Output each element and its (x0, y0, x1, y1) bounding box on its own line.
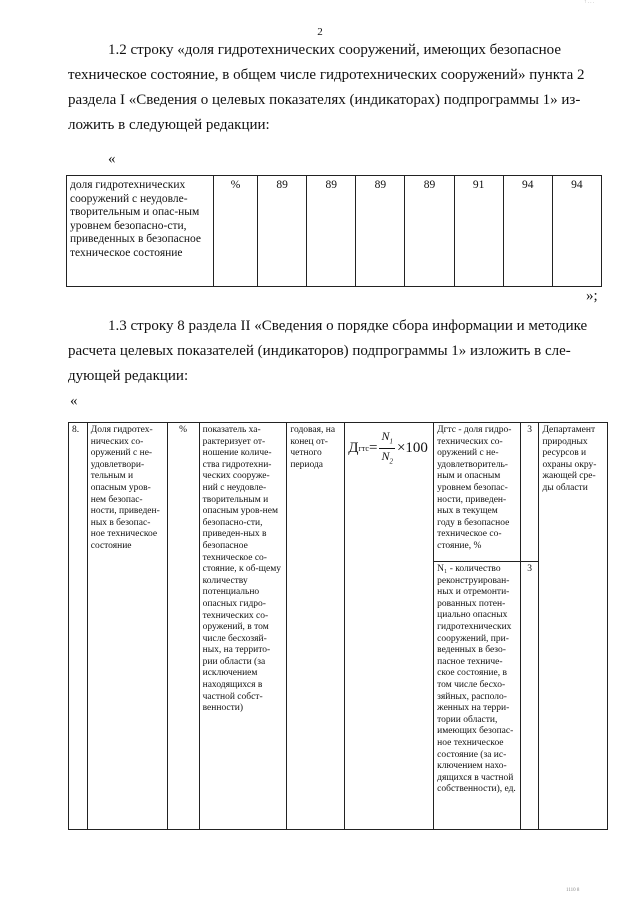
variable-2-description: N₁ - количество реконструирован-ных и отремонти-рованных потен-циально опасных гидротехнических сооружений, при-веденных в безо-пасное техниче-ское состояние, в том числе бесхо-зяйных, располо-женных на терри-тории области, имеющих безопас-ное техническое состояние (за ис-ключением нахо-дящихся в частной собственности), ед. (434, 562, 521, 830)
paragraph-1-2 (68, 38, 600, 138)
para2-line-1: 1.3 строку 8 раздела II «Сведения о порядке сбора информации и методике (108, 318, 588, 334)
table-row (67, 176, 602, 287)
indicator-table (66, 175, 602, 287)
open-quote-1: « (108, 151, 116, 167)
close-quote-1: »; (586, 288, 598, 304)
indicator-unit: % (167, 423, 199, 830)
methodology-table (68, 422, 608, 830)
indicator-value: 89 (405, 176, 454, 287)
page-number: 2 (317, 26, 323, 38)
corner-mark: ↑ . . . (584, 0, 594, 5)
formula-numerator-sub: 1 (389, 437, 393, 446)
formula-cell (345, 423, 434, 830)
indicator-value: 89 (356, 176, 405, 287)
formula-fraction (379, 429, 395, 469)
formula-denominator-sub: 2 (389, 457, 393, 466)
responsible-body: Департамент природных ресурсов и охраны окру-жающей сре-ды области (539, 423, 608, 830)
para1-line-2: техническое состояние, в общем числе гидротехнических сооружений» пункта 2 (68, 67, 585, 83)
periodicity: годовая, на конец от-четного периода (287, 423, 345, 830)
formula-denominator: N (381, 449, 390, 464)
row-number: 8. (69, 423, 88, 830)
indicator-value: 94 (503, 176, 552, 287)
formula-tail: ×100 (396, 440, 428, 457)
table-row (69, 423, 608, 562)
indicator-value: 89 (307, 176, 356, 287)
para2-line-2: расчета целевых показателей (индикаторов) подпрограммы 1» изложить в сле- (68, 343, 571, 359)
indicator-value: 94 (552, 176, 601, 287)
para1-line-3: раздела I «Сведения о целевых показателях (индикаторах) подпрограммы 1» из- (68, 92, 581, 108)
indicator-value: 89 (258, 176, 307, 287)
footer-mark: 1110 8 (566, 888, 580, 893)
indicator-unit: % (214, 176, 258, 287)
variable-1-code: 3 (520, 423, 539, 562)
variable-2-code: 3 (520, 562, 539, 830)
indicator-value: 91 (454, 176, 503, 287)
formula (348, 425, 430, 469)
indicator-definition: показатель ха-рактеризует от-ношение количе-ства гидротехни-ческих сооруже-ний с неудовле-творительным и опасным уров-нем безопасно-сти, приведен-ных в безопасное техническое со-стояние, к об-щему количеству потенциально опасных гидро-технических со-оружений, в том числе бесхозяй-ных, на террито-рии области (за исключением находящихся в частной собст-венности) (199, 423, 287, 830)
formula-equals: = (368, 440, 378, 457)
formula-lhs: Д (348, 440, 359, 457)
formula-lhs-sub: гтс (358, 444, 369, 454)
variable-1-description: Дгтс - доля гидро-технических со-оружений с не-удовлетворитель-ным и опасным уровнем безопас-ности, приведен-ных в текущем году в безопасное техническое со-стояние, % (434, 423, 521, 562)
indicator-name: Доля гидротех-нических со-оружений с не-удовлетвори-тельным и опасным уров-нем безопас-ности, приведен-ных в безопас-ное техническое состояние (87, 423, 167, 830)
formula-numerator: N (381, 429, 390, 443)
para1-line-4: ложить в следующей редакции: (68, 117, 270, 133)
paragraph-1-3 (68, 314, 600, 389)
para1-line-1: 1.2 строку «доля гидротехнических сооружений, имеющих безопасное (108, 42, 561, 58)
open-quote-2: « (70, 393, 78, 409)
indicator-description: доля гидротехнических сооружений с неудовле-творительным и опас-ным уровнем безопасно-сти, приведенных в безопасное техническое состояние (67, 176, 214, 287)
para2-line-3: дующей редакции: (68, 368, 189, 384)
